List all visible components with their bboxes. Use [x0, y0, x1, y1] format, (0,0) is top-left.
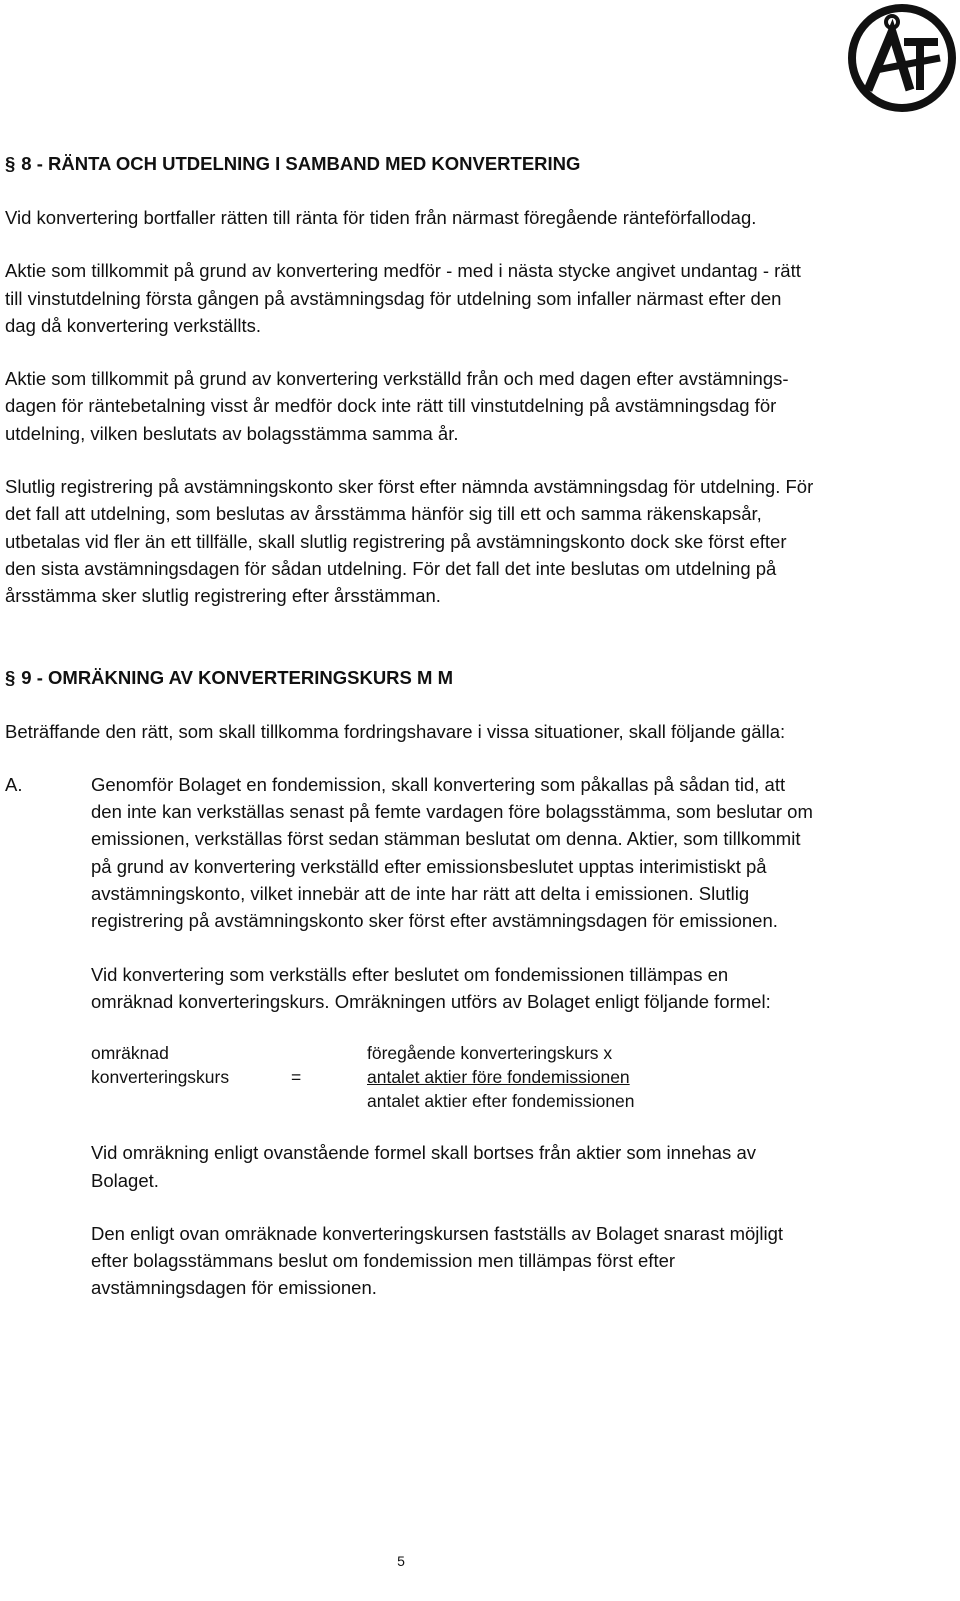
formula-right-line-3: antalet aktier efter fondemissionen	[367, 1091, 635, 1112]
item-a-paragraph-2: Vid konvertering som verkställs efter beslutet om fondemissionen tillämpas en omräknad konverteringskurs. Omräkningen utförs av Bolaget enligt följande formel:	[91, 963, 771, 1012]
section-symbol: §	[5, 153, 16, 174]
list-marker: A.	[5, 773, 23, 795]
formula-right-line-1: föregående konverteringskurs x	[367, 1043, 613, 1064]
formula-left-line-2: konverteringskurs	[91, 1067, 230, 1088]
section-8-paragraph-2: Aktie som tillkommit på grund av konvertering medför - med i nästa stycke angivet undantag - rätt till vinstutdelning första gången på avstämningsdag för utdelning som infaller närmast efter den dag då konvertering verkställts.	[5, 260, 801, 336]
section-9-title: 9 - OMRÄKNING AV KONVERTERINGSKURS M M	[21, 666, 453, 688]
section-symbol: §	[5, 666, 16, 688]
item-a-paragraph-4: Den enligt ovan omräknade konverteringskursen fastställs av Bolaget snarast möjligt efter bolagsstämmans beslut om fondemission men tillämpas först efter avstämningsdagen för emissionen.	[91, 1222, 784, 1299]
section-8-heading	[5, 150, 815, 177]
section-9-intro: Beträffande den rätt, som skall tillkomma fordringshavare i vissa situationer, skall följande gälla:	[5, 720, 786, 742]
formula-right-line-2: antalet aktier före fondemissionen	[367, 1067, 630, 1088]
section-8-title: 8 - RÄNTA OCH UTDELNING I SAMBAND MED KONVERTERING	[21, 153, 581, 174]
document-body	[5, 150, 815, 1302]
af-logo-icon	[846, 2, 958, 114]
list-item-a	[5, 771, 815, 1302]
item-a-paragraph-3: Vid omräkning enligt ovanstående formel skall bortses från aktier som innehas av Bolaget.	[91, 1142, 756, 1191]
section-8-paragraph-4: Slutlig registrering på avstämningskonto sker först efter nämnda avstämningsdag för utdelning. För det fall att utdelning, som beslutas av årsstämma hänför sig till ett och samma räkenskapsår, utbetalas vid fler än ett tillfälle, skall slutlig registrering på avstämningskonto dock ske först efter den sista avstämningsdagen för sådan utdelning. För det fall det inte beslutas om utdelning på årsstämma sker slutlig registrering efter årsstämman.	[5, 476, 814, 607]
page-number: 5	[397, 1553, 405, 1569]
formula-left-line-1: omräknad	[91, 1043, 169, 1064]
formula-equals: =	[291, 1067, 302, 1088]
section-9-heading	[5, 664, 815, 691]
section-8-paragraph-1: Vid konvertering bortfaller rätten till ränta för tiden från närmast föregående ränteförfallodag.	[5, 207, 757, 228]
section-8-paragraph-3: Aktie som tillkommit på grund av konvertering verkställd från och med dagen efter avstämnings-dagen för räntebetalning visst år medför dock inte rätt till vinstutdelning på avstämningsdag för utdelning, vilken beslutats av bolagsstämma samma år.	[5, 368, 789, 444]
conversion-formula	[91, 1041, 815, 1113]
item-a-paragraph-1: Genomför Bolaget en fondemission, skall konvertering som påkallas på sådan tid, att den inte kan verkställas senast på femte vardagen före bolagsstämma, som beslutar om emissionen, verkställas först sedan stämman beslutat om denna. Aktier, som tillkommit på grund av konvertering verkställd efter emissionsbeslutet upptas interimistiskt på avstämningskonto, vilket innebär att de inte har rätt att delta i emissionen. Slutlig registrering på avstämningskonto sker först efter avstämningsdagen för emissionen.	[91, 773, 813, 932]
